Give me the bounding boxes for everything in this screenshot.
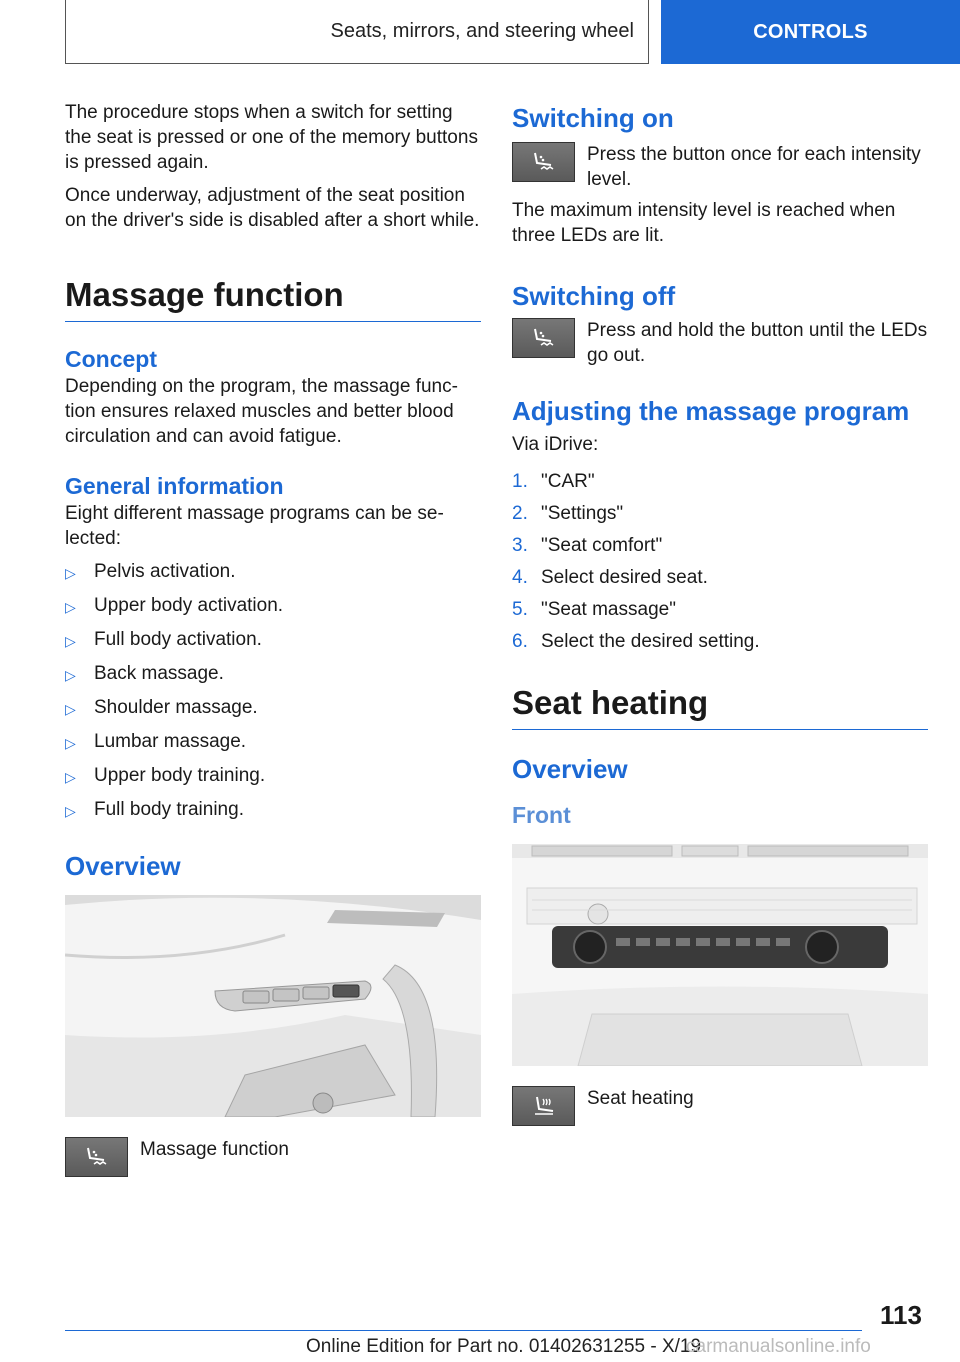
program-list: [65, 559, 481, 824]
bullet-triangle-icon: ▷: [65, 565, 76, 581]
program-list-item: [65, 661, 481, 688]
bullet-triangle-icon: ▷: [65, 667, 76, 683]
running-header-section: [65, 0, 649, 64]
step-list-item: [512, 469, 928, 494]
heading-massage-function: Massage function: [65, 275, 481, 322]
seat-heating-icon-row: [512, 1086, 928, 1126]
chapter-tab: [661, 0, 960, 64]
program-list-item: [65, 797, 481, 824]
step-text: "Settings": [541, 503, 624, 524]
door-panel-illustration: [65, 895, 481, 1117]
paragraph-concept: Depending on the program, the massage function ensures relaxed muscles and better blood circulation and can avoid fatigue.: [65, 376, 458, 447]
program-label: Full body training.: [94, 799, 244, 820]
bullet-triangle-icon: ▷: [65, 803, 76, 819]
program-list-item: [65, 593, 481, 620]
step-number: 1.: [512, 471, 528, 492]
step-list-item: [512, 565, 928, 590]
switch-off-button-icon: [512, 318, 575, 358]
heading-concept: Concept: [65, 346, 157, 372]
program-list-item: [65, 559, 481, 586]
step-number: 5.: [512, 599, 528, 620]
massage-icon-caption: Massage function: [140, 1139, 289, 1160]
heading-switching-off: Switching off: [512, 281, 676, 311]
step-list-item: [512, 597, 928, 622]
switch-on-button-icon: [512, 142, 575, 182]
step-number: 3.: [512, 535, 528, 556]
seat-massage-icon: [531, 151, 557, 173]
step-text: Select the desired setting.: [541, 631, 760, 652]
right-column: [512, 100, 928, 1126]
step-list: [512, 469, 928, 654]
bullet-triangle-icon: ▷: [65, 701, 76, 717]
paragraph-procedure: The procedure stops when a switch for setting the seat is pressed or one of the memory buttons is pressed again.: [65, 102, 478, 173]
page-number: 113: [880, 1300, 922, 1330]
massage-button-icon: [65, 1137, 128, 1177]
heading-adjusting-program: Adjusting the massage program: [512, 396, 910, 426]
paragraph-general: Eight different massage programs can be selected:: [65, 503, 444, 549]
step-number: 4.: [512, 567, 528, 588]
heading-general-information: General information: [65, 473, 284, 499]
climate-panel-photo: [512, 844, 928, 1066]
switch-on-text: Press the button once for each intensity level.: [587, 144, 921, 190]
program-label: Pelvis activation.: [94, 561, 236, 582]
bullet-triangle-icon: ▷: [65, 769, 76, 785]
paragraph-underway: Once underway, adjustment of the seat position on the driver's side is disabled after a short while.: [65, 185, 480, 231]
step-text: "Seat comfort": [541, 535, 663, 556]
paragraph-max-intensity: The maximum intensity level is reached when three LEDs are lit.: [512, 200, 896, 246]
heading-switching-on: Switching on: [512, 103, 674, 133]
watermark: carmanualsonline.info: [686, 1336, 871, 1357]
step-text: "CAR": [541, 471, 595, 492]
bullet-triangle-icon: ▷: [65, 735, 76, 751]
footer-rule: [65, 1330, 862, 1331]
switch-off-row: [512, 318, 928, 368]
step-list-item: [512, 501, 928, 526]
door-panel-photo: [65, 895, 481, 1117]
chapter-tab-label: CONTROLS: [753, 20, 868, 43]
bullet-triangle-icon: ▷: [65, 633, 76, 649]
program-label: Shoulder massage.: [94, 697, 258, 718]
climate-panel-illustration: [512, 844, 928, 1066]
heading-seat-heating: Seat heating: [512, 683, 928, 730]
seat-heating-button-icon: [512, 1086, 575, 1126]
bullet-triangle-icon: ▷: [65, 599, 76, 615]
section-title: Seats, mirrors, and steering wheel: [330, 20, 634, 42]
program-label: Full body activation.: [94, 629, 262, 650]
step-text: "Seat massage": [541, 599, 676, 620]
program-label: Upper body activation.: [94, 595, 284, 616]
switch-off-text: Press and hold the button until the LEDs go out.: [587, 320, 928, 366]
paragraph-via-idrive: Via iDrive:: [512, 434, 599, 455]
heading-overview-left: Overview: [65, 851, 181, 881]
heading-overview-right: Overview: [512, 754, 628, 784]
step-list-item: [512, 629, 928, 654]
step-list-item: [512, 533, 928, 558]
seat-massage-icon: [531, 327, 557, 349]
heading-front: Front: [512, 802, 571, 828]
seat-heating-caption: Seat heating: [587, 1088, 694, 1109]
program-label: Upper body training.: [94, 765, 266, 786]
program-label: Back massage.: [94, 663, 224, 684]
left-column: [65, 100, 481, 1177]
program-list-item: [65, 627, 481, 654]
seat-massage-icon: [84, 1146, 110, 1168]
step-text: Select desired seat.: [541, 567, 708, 588]
program-label: Lumbar massage.: [94, 731, 247, 752]
program-list-item: [65, 695, 481, 722]
seat-heating-icon: [531, 1095, 557, 1117]
step-number: 6.: [512, 631, 528, 652]
program-list-item: [65, 763, 481, 790]
program-list-item: [65, 729, 481, 756]
step-number: 2.: [512, 503, 528, 524]
massage-icon-row: [65, 1137, 481, 1177]
switch-on-row: [512, 142, 928, 192]
footer-edition: Online Edition for Part no. 01402631255 - X/19: [306, 1336, 702, 1357]
